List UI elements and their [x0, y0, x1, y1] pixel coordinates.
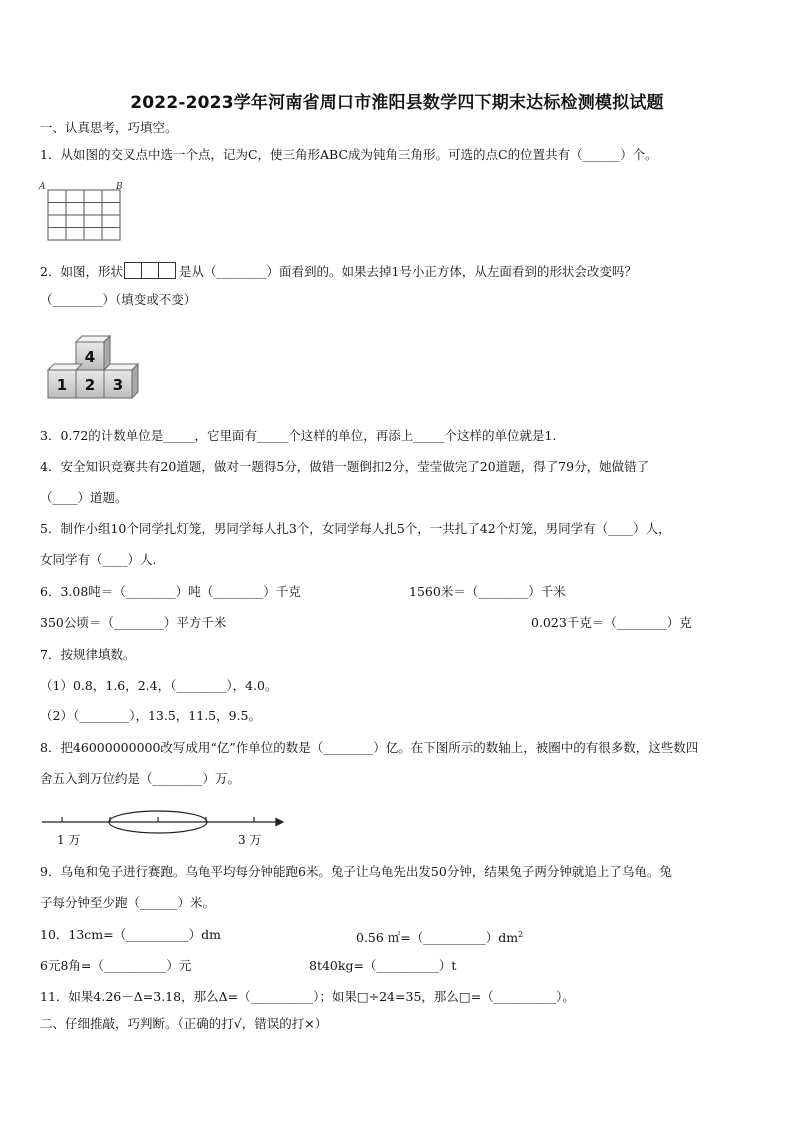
question-2-part2: 是从（________）面看到的。如果去掉1号小正方体，从左面看到的形状会改变吗？: [178, 264, 637, 279]
question-6b: 1560米＝（________）千米: [409, 584, 566, 599]
question-6c: 350公顷＝（________）平方千米: [40, 615, 227, 630]
cube-figure: [42, 330, 152, 406]
question-3: 3．0.72的计数单位是_____，它里面有_____个这样的单位，再添上_____个这样的单位就是1．: [40, 428, 565, 443]
question-2-line2: （________）（填变或不变）: [40, 292, 197, 307]
question-9-line2: 子每分钟至少跑（______）米。: [40, 895, 216, 910]
axis-label-right: 3 万: [238, 833, 262, 847]
cube-label-2: 2: [84, 376, 96, 394]
question-11: 11．如果4.26－Δ=3.18，那么Δ=（__________）；如果□÷24=35，那么□=（__________）。: [40, 989, 575, 1004]
question-2: [40, 262, 637, 280]
question-9-line1: 9．乌龟和兔子进行赛跑。乌龟平均每分钟能跑6米。兔子让乌龟先出发50分钟，结果兔子两分钟就追上了乌龟。兔: [40, 864, 672, 879]
cube-label-3: 3: [112, 376, 124, 394]
section-2-heading: 二、仔细推敲，巧判断。（正确的打√，错误的打×）: [40, 1016, 328, 1031]
shape-view-icon: [125, 262, 176, 280]
question-4-line1: 4．安全知识竞赛共有20道题，做对一题得5分，做错一题倒扣2分，莹莹做完了20道题，得了79分，她做错了: [40, 459, 650, 474]
section-1-heading: 一、认真思考，巧填空。: [40, 120, 178, 135]
question-4-line2: （____）道题。: [40, 490, 128, 505]
cube-label-4: 4: [84, 348, 96, 366]
question-10b-text: 0.56 ㎡=（__________）dm: [356, 930, 519, 946]
question-10d: 8t40kg=（__________）t: [309, 958, 457, 973]
page-title: 2022-2023学年河南省周口市淮阳县数学四下期末达标检测模拟试题: [130, 93, 664, 113]
number-line-figure: [38, 806, 288, 850]
question-7-1: （1）0.8，1.6，2.4，（________），4.0。: [40, 678, 278, 693]
question-2-part1: 2．如图，形状: [40, 264, 123, 279]
question-5-line1: 5．制作小组10个同学扎灯笼，男同学每人扎3个，女同学每人扎5个，一共扎了42个灯笼，男同学有（____）人，: [40, 521, 671, 536]
question-7-2: （2）（________），13.5，11.5，9.5。: [40, 708, 261, 723]
axis-label-left: 1 万: [57, 833, 81, 847]
question-10c: 6元8角=（__________）元: [40, 958, 192, 973]
question-10a: 10．13cm=（__________）dm: [40, 927, 221, 942]
question-5-line2: 女同学有（____）人.: [40, 552, 157, 567]
question-8-line1: 8．把46000000000改写成用“亿”作单位的数是（________）亿。在下图所示的数轴上，被圈中的有很多数，这些数四: [40, 740, 699, 755]
cube-label-1: 1: [56, 376, 68, 394]
question-8-line2: 舍五入到万位约是（________）万。: [40, 771, 241, 786]
question-7: 7．按规律填数。: [40, 647, 136, 662]
question-6d: 0.023千克＝（________）克: [531, 615, 692, 630]
grid-label-a: A: [39, 182, 46, 192]
grid-figure: [36, 178, 132, 244]
question-10b-sup: 2: [518, 930, 524, 939]
question-1: 1．从如图的交叉点中选一个点，记为C，使三角形ABC成为钝角三角形。可选的点C的位置共有（______）个。: [40, 147, 658, 162]
grid-label-b: B: [116, 182, 123, 192]
question-10b: [356, 927, 523, 946]
question-6a: 6．3.08吨＝（________）吨（________）千克: [40, 584, 301, 599]
